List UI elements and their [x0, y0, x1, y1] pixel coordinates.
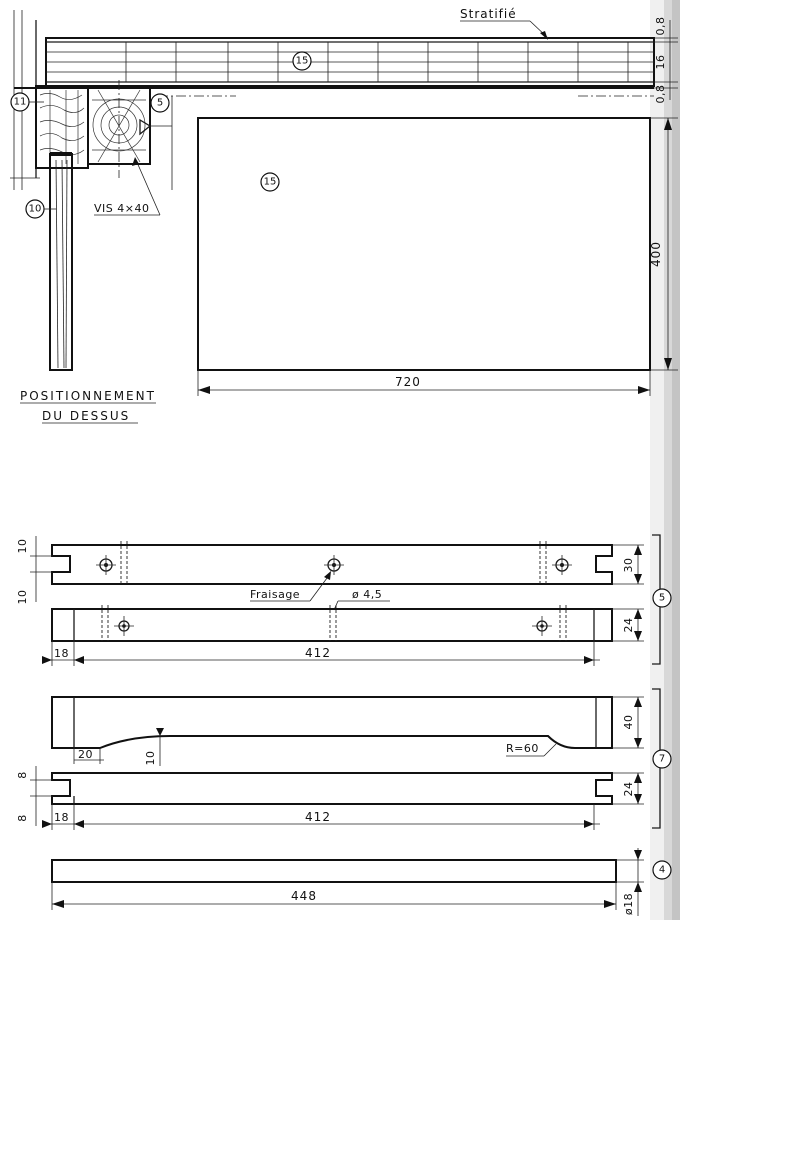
- svg-text:ø 4,5: ø 4,5: [352, 588, 383, 601]
- part-bubble-5-group: [653, 589, 671, 607]
- laminate-panel-15: [14, 38, 654, 88]
- svg-text:16: 16: [654, 54, 667, 70]
- fraisage-leader: [250, 571, 331, 601]
- svg-text:10: 10: [28, 203, 42, 215]
- screw-label: VIS 4×40: [94, 202, 150, 215]
- svg-text:20: 20: [78, 748, 93, 761]
- svg-text:5: 5: [156, 97, 164, 109]
- svg-text:ø18: ø18: [622, 892, 635, 916]
- part-5-views: [16, 535, 671, 666]
- svg-text:8: 8: [16, 814, 29, 822]
- part-bubble-11: [11, 93, 44, 111]
- leg-10: [50, 152, 72, 370]
- screw-leader: [94, 157, 160, 215]
- svg-text:R=60: R=60: [506, 742, 539, 755]
- svg-text:30: 30: [622, 557, 635, 573]
- part-7-views: [16, 689, 671, 830]
- stratifie-leader: [460, 7, 548, 40]
- svg-text:0,8: 0,8: [654, 84, 667, 104]
- svg-text:POSITIONNEMENT: POSITIONNEMENT: [20, 389, 156, 403]
- svg-text:8: 8: [16, 771, 29, 779]
- section-caption: [20, 389, 156, 423]
- stratifie-label: Stratifié: [460, 7, 517, 21]
- part-bubble-15-top: [293, 52, 311, 70]
- plan-view-15: [198, 118, 678, 396]
- part-bubble-5-section: [151, 94, 169, 112]
- svg-text:10: 10: [16, 589, 29, 605]
- svg-text:40: 40: [622, 714, 635, 730]
- svg-text:448: 448: [291, 889, 317, 903]
- radius-leader: [506, 742, 556, 756]
- svg-text:11: 11: [13, 96, 27, 108]
- svg-text:15: 15: [263, 176, 277, 188]
- svg-text:7: 7: [658, 753, 666, 765]
- svg-text:24: 24: [622, 781, 635, 797]
- svg-text:720: 720: [395, 375, 421, 389]
- svg-text:412: 412: [305, 646, 331, 660]
- svg-text:412: 412: [305, 810, 331, 824]
- svg-text:400: 400: [649, 241, 663, 267]
- top-section-view: [10, 7, 678, 423]
- svg-text:DU DESSUS: DU DESSUS: [42, 409, 131, 423]
- page-edge-shadow: [650, 0, 680, 920]
- svg-text:0,8: 0,8: [654, 16, 667, 36]
- svg-text:10: 10: [16, 538, 29, 554]
- svg-text:18: 18: [54, 811, 69, 824]
- part-bubble-4-group: [653, 861, 671, 879]
- svg-text:15: 15: [295, 55, 309, 67]
- svg-text:10: 10: [144, 750, 157, 766]
- svg-text:18: 18: [54, 647, 69, 660]
- svg-text:24: 24: [622, 617, 635, 633]
- countersunk-holes-bottom: [114, 616, 552, 636]
- part-bubble-7-group: [653, 750, 671, 768]
- svg-text:5: 5: [658, 592, 666, 604]
- svg-text:4: 4: [658, 864, 666, 876]
- hole-diameter-leader: [334, 588, 390, 610]
- part-bubble-10: [26, 200, 56, 218]
- svg-text:Fraisage: Fraisage: [250, 588, 301, 601]
- part-4-view: [52, 848, 671, 916]
- countersunk-holes-top: [96, 555, 572, 575]
- part-bubble-15-plan: [261, 173, 279, 191]
